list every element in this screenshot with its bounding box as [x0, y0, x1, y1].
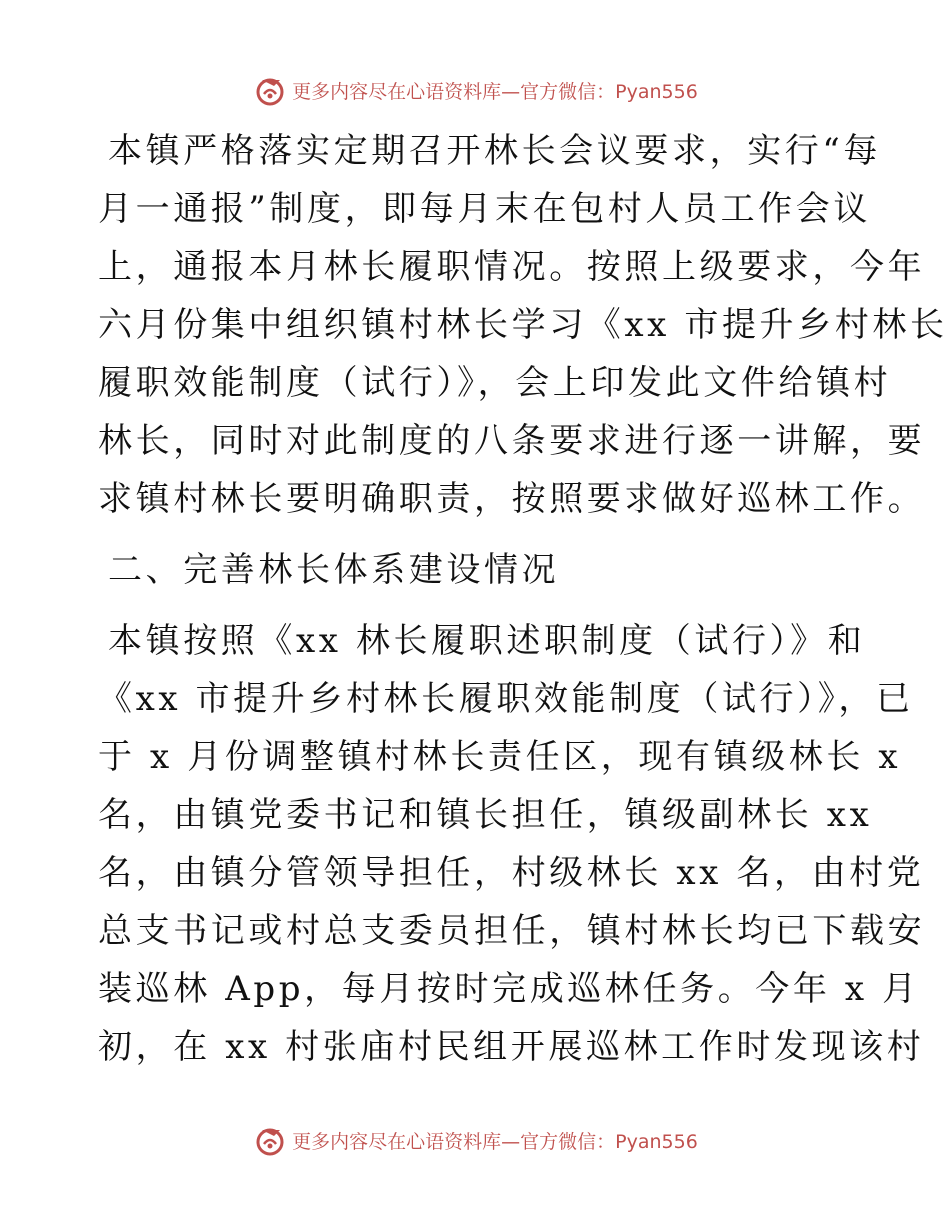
text-line: 求镇村林长要明确职责，按照要求做好巡林工作。: [98, 479, 926, 519]
watermark-header: [0, 70, 950, 110]
text-line: 月一通报”制度，即每月末在包村人员工作会议: [98, 189, 871, 229]
heading-text: 二、完善林长体系建设情况: [108, 550, 560, 590]
text-line: 六月份集中组织镇村林长学习《xx 市提升乡村林长: [98, 305, 948, 345]
section-heading: [98, 541, 858, 599]
text-line: 本镇按照《xx 林长履职述职制度（试行）》和: [108, 621, 866, 661]
text-line: 履职效能制度（试行）》，会上印发此文件给镇村: [98, 363, 892, 403]
text-line: 林长，同时对此制度的八条要求进行逐一讲解，要: [98, 421, 926, 461]
text-line: 名，由镇分管领导担任，村级林长 xx 名，由村党: [98, 853, 925, 893]
document-body: [98, 122, 948, 1076]
watermark-text: 更多内容尽在心语资料库—官方微信：Pyan556: [292, 1130, 698, 1153]
text-line: 《xx 市提升乡村林长履职效能制度（试行）》，已: [98, 679, 914, 719]
text-line: 总支书记或村总支委员担任，镇村林长均已下载安: [98, 911, 926, 951]
text-line: 上，通报本月林长履职情况。按照上级要求，今年: [98, 247, 926, 287]
watermark-text: 更多内容尽在心语资料库—官方微信：Pyan556: [292, 80, 698, 103]
text-line: 名，由镇党委书记和镇长担任，镇级副林长 xx: [98, 795, 873, 835]
text-line: 本镇严格落实定期召开林长会议要求，实行“每: [108, 131, 881, 171]
paragraph-forest-chief-system: [98, 612, 926, 1076]
watermark-footer: [0, 1120, 950, 1160]
brand-logo-icon: [252, 1122, 288, 1158]
text-line: 装巡林 App，每月按时完成巡林任务。今年 x 月: [98, 969, 920, 1009]
brand-logo-icon: [252, 72, 288, 108]
text-line: 于 x 月份调整镇村林长责任区，现有镇级林长 x: [98, 737, 902, 777]
text-line: 初，在 xx 村张庙村民组开展巡林工作时发现该村: [98, 1027, 925, 1067]
paragraph-forest-chief-meetings: [98, 122, 948, 528]
